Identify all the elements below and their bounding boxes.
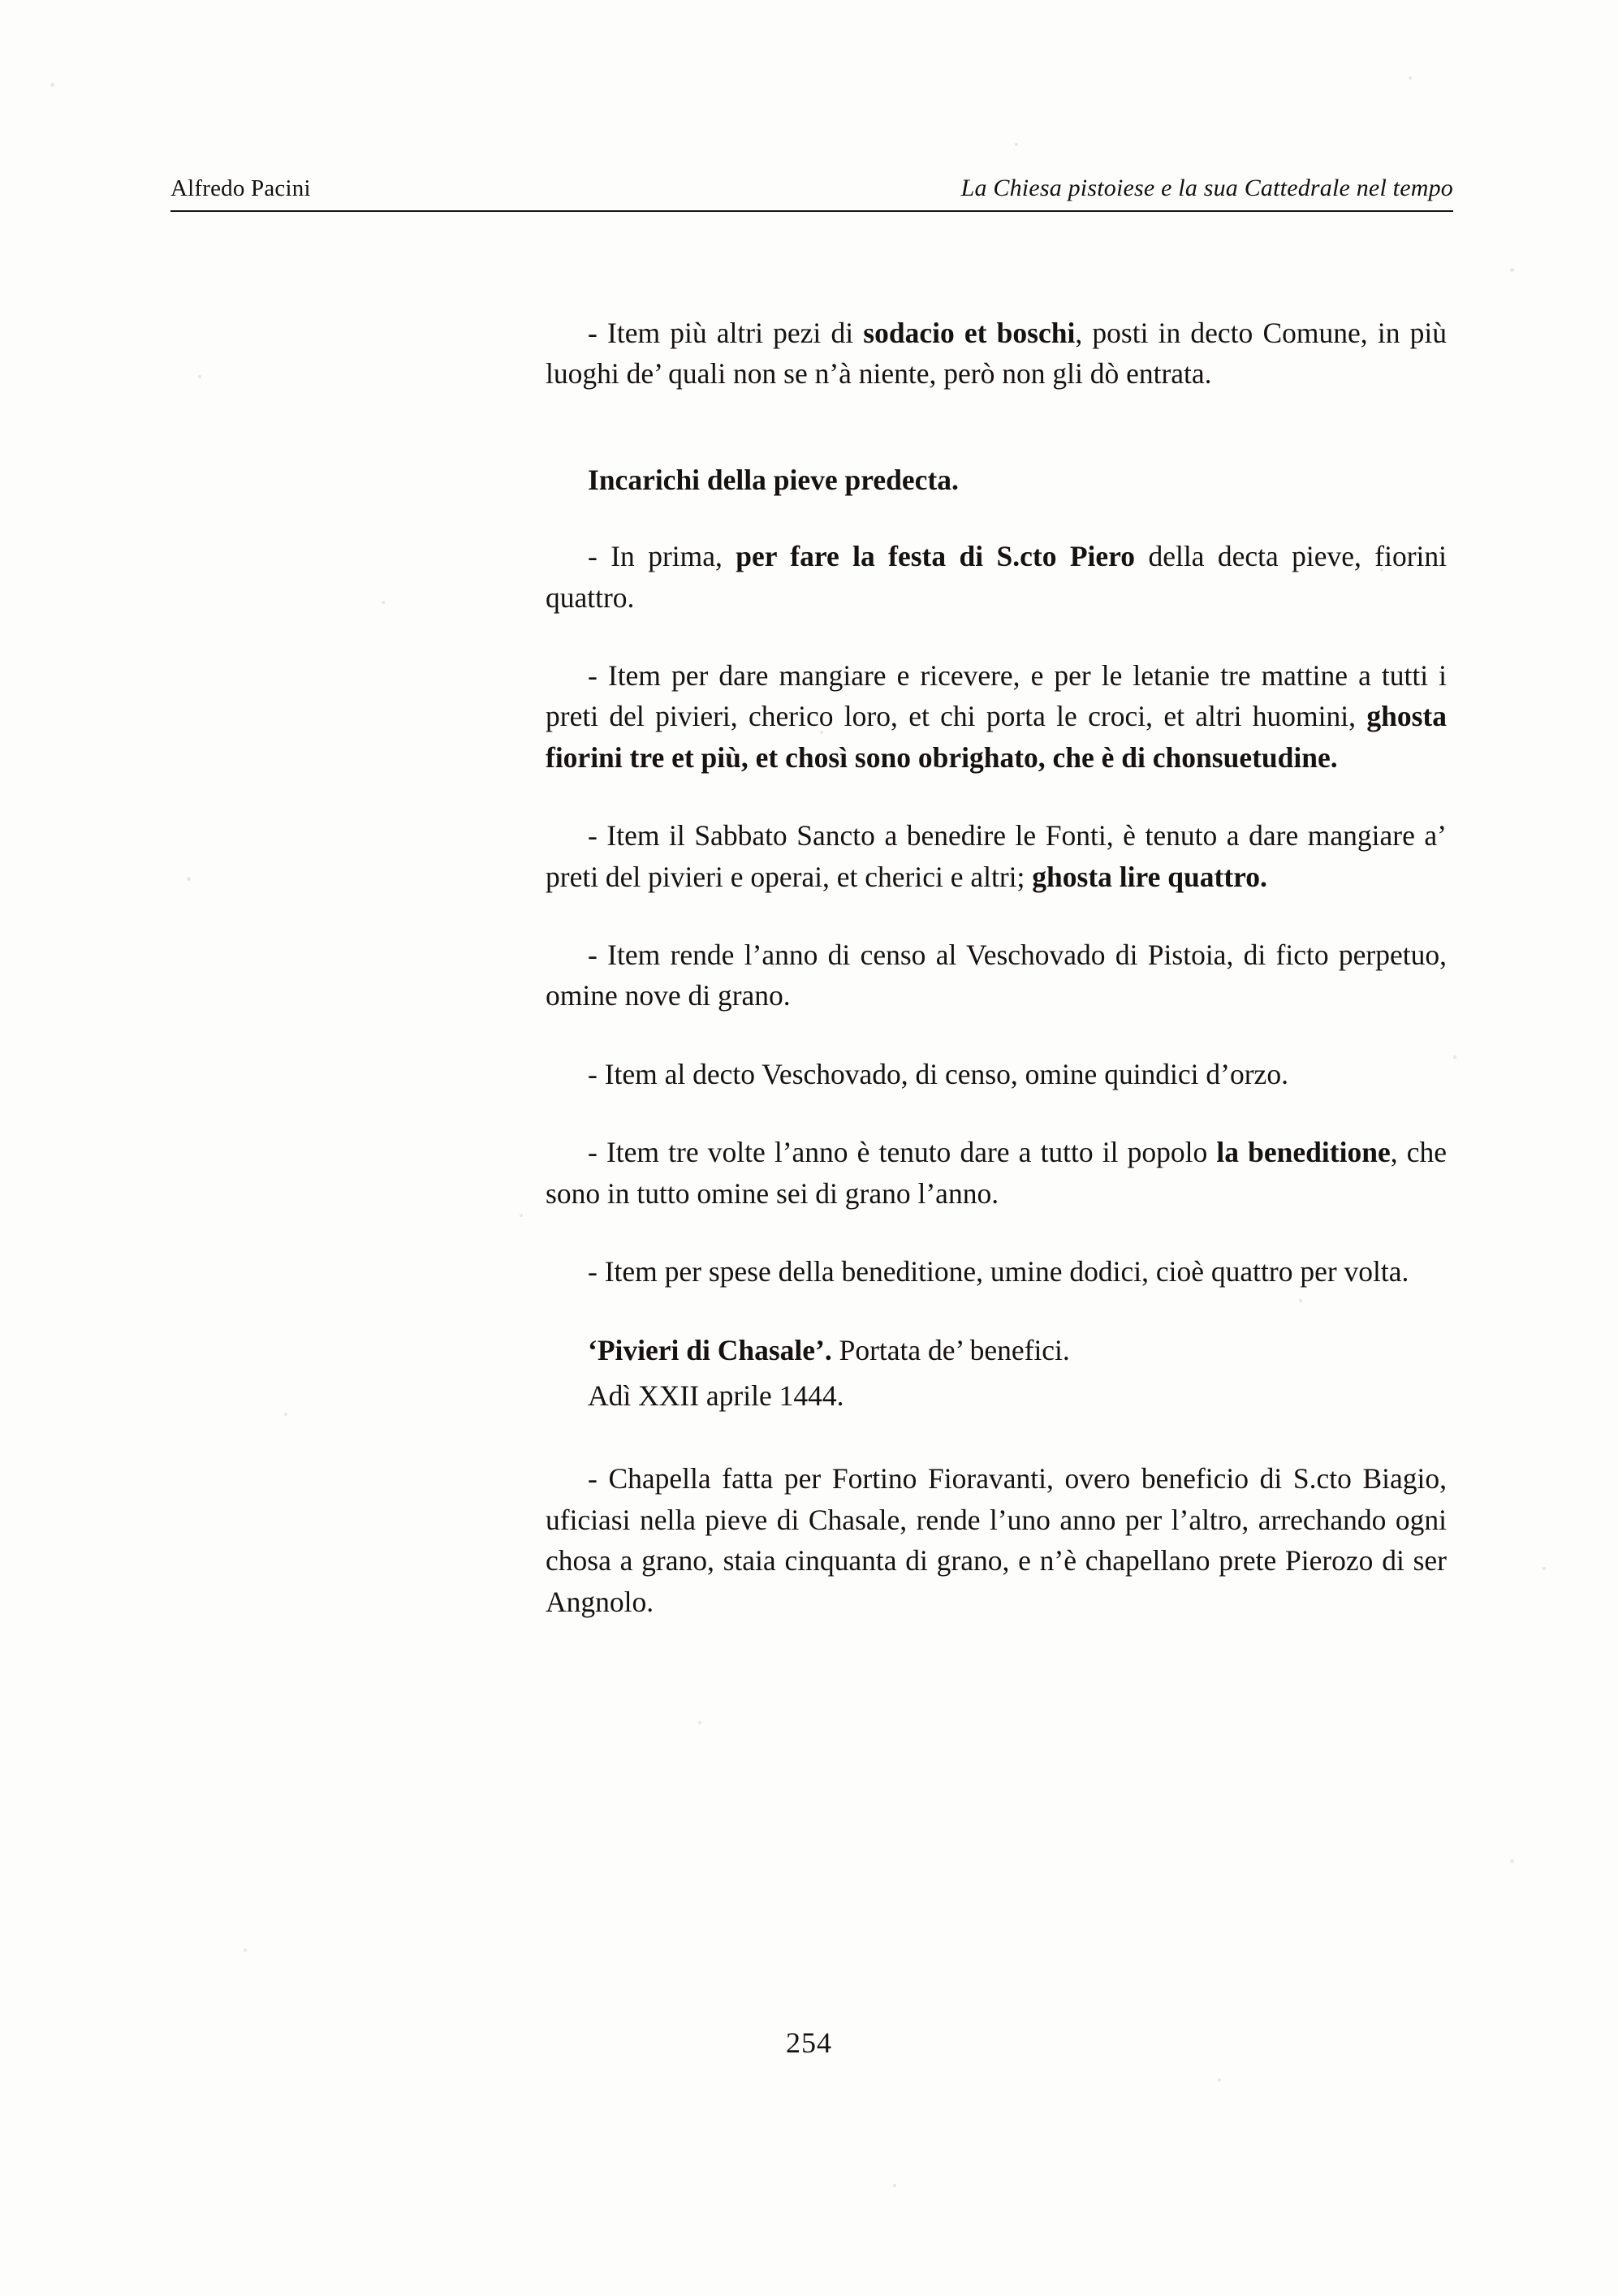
paragraph-sabbato-sancto — [546, 815, 1447, 897]
paragraph-censo-orzo: - Item al decto Veschovado, di censo, omine quindici d’orzo. — [588, 1057, 1288, 1090]
paper-speck — [50, 83, 54, 87]
paragraph-text: della decta pieve, fiorini quattro. — [546, 540, 1447, 614]
paragraph-emphasis: ghosta lire quattro. — [1032, 860, 1267, 893]
paper-speck — [893, 2184, 896, 2187]
paper-speck — [1409, 76, 1412, 80]
running-header — [170, 175, 1453, 212]
paragraph-sodacio — [546, 313, 1447, 395]
spacer — [546, 432, 1447, 460]
paragraph-text: - Item tre volte l’anno è tenuto dare a tutto il popolo — [588, 1136, 1217, 1169]
page-body — [546, 313, 1447, 1659]
subheading-pivieri-chasale — [546, 1330, 1447, 1370]
subheading-text: Portata de’ benefici. — [831, 1333, 1070, 1366]
paper-speck — [198, 375, 201, 378]
paragraph-text: , posti in decto Comune, in più luoghi de’ quali non se n’à niente, però non gli dò entrata. — [546, 317, 1447, 391]
paper-speck — [698, 1721, 701, 1724]
paragraph-chapella-fortino: - Chapella fatta per Fortino Fioravanti, overo beneficio di S.cto Biagio, uficiasi nella pieve di Chasale, rende l’uno anno per l’altro, arrechando ogni chosa a grano, staia cinquanta di grano, e n’è chapellano prete Pierozo di ser Angnolo. — [546, 1462, 1447, 1618]
paragraph-emphasis: ghosta fiorini tre et più, et chosì sono obrighato, che è di chonsuetudine. — [546, 700, 1447, 774]
paper-speck — [244, 1949, 247, 1952]
paper-speck — [1510, 268, 1514, 272]
paragraph-emphasis: la beneditione — [1216, 1136, 1391, 1169]
paragraph-text: - Item per dare mangiare e ricevere, e per le letanie tre mattine a tutti i preti del pivieri, cherico loro, et chi porta le croci, et altri huomini, — [546, 659, 1447, 733]
section-heading-incarichi: Incarichi della pieve predecta. — [588, 463, 959, 496]
paragraph-text: - Item più altri pezi di — [588, 317, 864, 349]
subheading-emphasis: ‘Pivieri di Chasale’. — [588, 1333, 832, 1366]
paragraph-emphasis: sodacio et boschi — [863, 317, 1076, 349]
paper-speck — [284, 1413, 287, 1416]
paper-speck — [1453, 1055, 1456, 1059]
header-work-title: La Chiesa pistoiese e la sua Cattedrale nel tempo — [960, 175, 1453, 201]
paper-speck — [1218, 2078, 1221, 2082]
header-author: Alfredo Pacini — [170, 175, 311, 201]
paragraph-text: - Item il Sabbato Sancto a benedire le Fonti, è tenuto a dare mangiare a’ preti del pivieri e operai, et cherici e altri; — [546, 819, 1447, 893]
paper-speck — [187, 877, 191, 881]
paragraph-text: , che sono in tutto omine sei di grano l’anno. — [546, 1136, 1447, 1210]
paper-speck — [1015, 143, 1018, 146]
subheading-date: Adì XXII aprile 1444. — [588, 1379, 844, 1412]
paragraph-festa-san-piero — [546, 536, 1447, 618]
paragraph-text: - In prima, — [588, 540, 736, 573]
paragraph-letanie — [546, 655, 1447, 778]
page-number: 254 — [786, 2026, 832, 2059]
paragraph-emphasis: per fare la festa di S.cto Piero — [736, 540, 1136, 573]
paragraph-beneditione — [546, 1132, 1447, 1214]
paper-speck — [520, 1214, 523, 1217]
paper-speck — [1510, 1859, 1514, 1863]
paper-speck — [382, 601, 385, 604]
paper-speck — [1542, 1567, 1546, 1570]
paragraph-censo-veschovado: - Item rende l’anno di censo al Veschovado di Pistoia, di ficto perpetuo, omine nove di grano. — [546, 939, 1447, 1012]
paragraph-spese-beneditione: - Item per spese della beneditione, umine dodici, cioè quattro per volta. — [588, 1255, 1409, 1288]
